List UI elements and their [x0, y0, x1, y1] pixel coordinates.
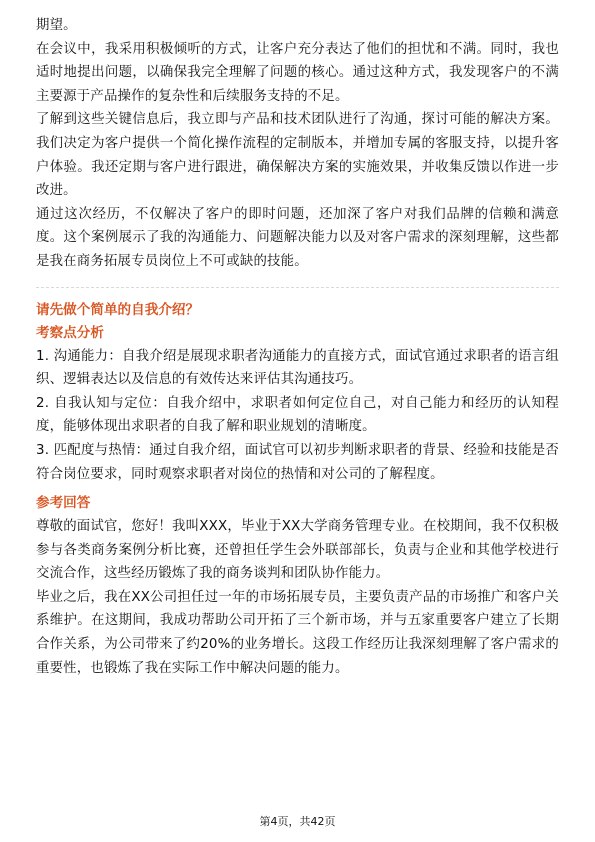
section-divider	[36, 287, 559, 288]
answer-heading: 参考回答	[36, 495, 91, 512]
paragraph-conclusion: 通过这次经历，不仅解决了客户的即时问题，还加深了客户对我们品牌的信赖和满意度。这个案例展示了我的沟通能力、问题解决能力以及对客户需求的深刻理解，这些都是我在商务拓展专员岗位上不可或缺的技能。	[36, 206, 559, 269]
analysis-heading: 考察点分析	[36, 324, 104, 341]
paragraph-solution: 了解到这些关键信息后，我立即与产品和技术团队进行了沟通，探讨可能的解决方案。我们决定为客户提供一个简化操作流程的定制版本，并增加专属的客服支持，以提升客户体验。我还定期与客户进行跟进，确保解决方案的实施效果，并收集反馈以作进一步改进。	[36, 112, 559, 199]
analysis-item: 3. 匹配度与热情：通过自我介绍，面试官可以初步判断求职者的背景、经验和技能是否符合岗位要求，同时观察求职者对岗位的热情和对公司的了解程度。	[36, 442, 559, 482]
answer-paragraph: 尊敬的面试官，您好！我叫XXX，毕业于XX大学商务管理专业。在校期间，我不仅积极参与各类商务案例分析比赛，还曾担任学生会外联部部长，负责与企业和其他学校进行交流合作，这些经历锻炼了我的商务谈判和团队协作能力。	[36, 519, 559, 582]
analysis-item: 2. 自我认知与定位：自我介绍中，求职者如何定位自己，对自己能力和经历的认知程度，能够体现出求职者的自我了解和职业规划的清晰度。	[36, 395, 559, 435]
paragraph-meeting: 在会议中，我采用积极倾听的方式，让客户充分表达了他们的担忧和不满。同时，我也适时地提出问题，以确保我完全理解了问题的核心。通过这种方式，我发现客户的不满主要源于产品操作的复杂性和后续服务支持的不足。	[36, 41, 559, 104]
answer-paragraph: 毕业之后，我在XX公司担任过一年的市场拓展专员，主要负责产品的市场推广和客户关系维护。在这期间，我成功帮助公司开拓了三个新市场，并与五家重要客户建立了长期合作关系，为公司带来了约20%的业务增长。这段工作经历让我深刻理解了客户需求的重要性，也锻炼了我在实际工作中解决问题的能力。	[36, 589, 559, 676]
paragraph-continuation: 期望。	[36, 18, 77, 33]
page-number: 第4页，共42页	[259, 815, 336, 828]
analysis-item: 1. 沟通能力：自我介绍是展现求职者沟通能力的直接方式，面试官通过求职者的语言组织、逻辑表达以及信息的有效传达来评估其沟通技巧。	[36, 348, 559, 388]
question-title: 请先做个简单的自我介绍？	[36, 301, 200, 318]
